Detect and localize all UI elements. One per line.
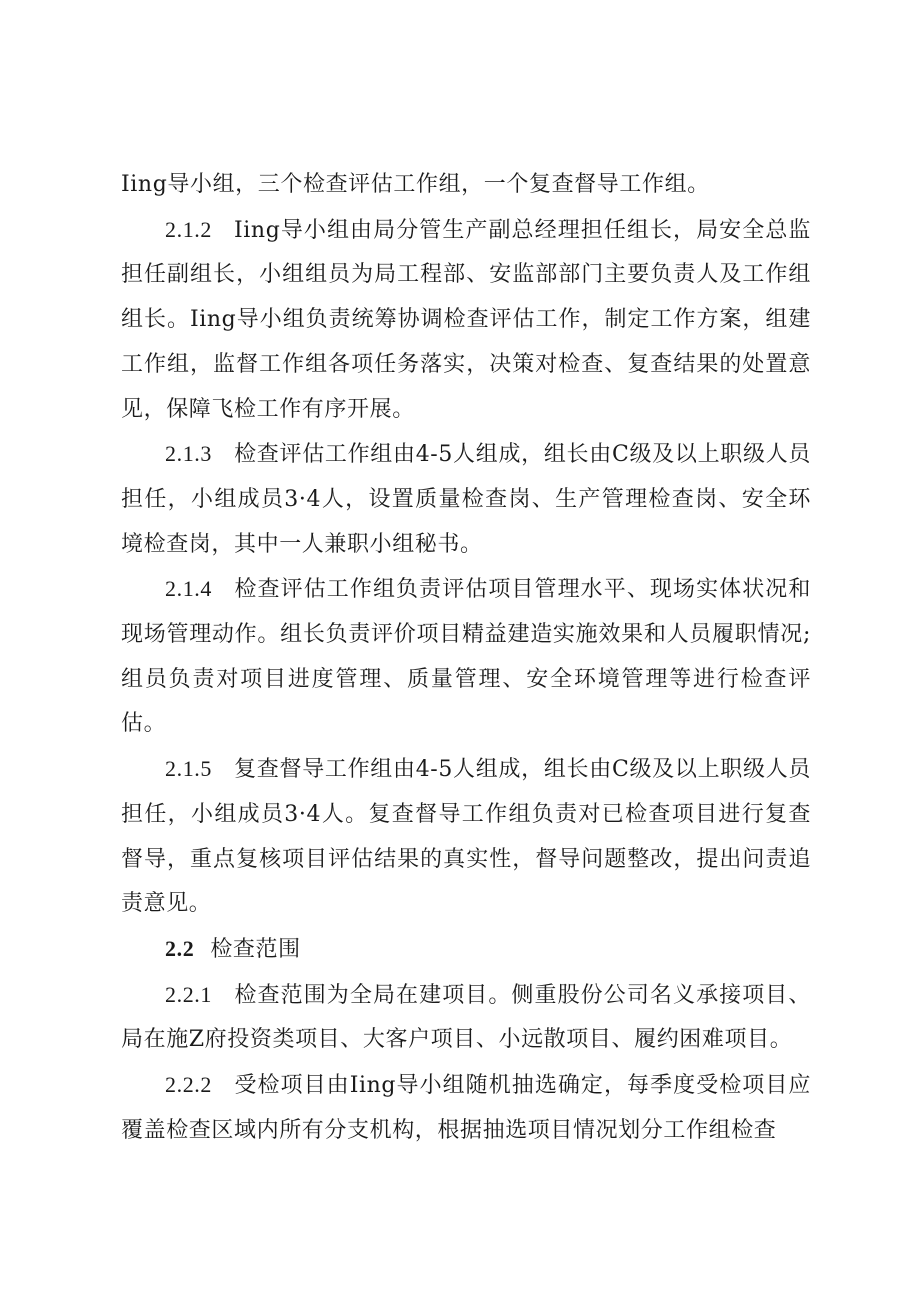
section-number: 2.1.5 [165,756,212,782]
paragraph-2-2-1 [121,973,811,1063]
section-number: 2.1.4 [165,576,212,602]
paragraph-continuation [121,163,811,208]
paragraph-2-2-2 [121,1063,811,1153]
section-title: 检查范围 [210,936,301,962]
paragraph-2-1-4 [121,567,811,747]
paragraph-text: 检查评估工作组由4-5人组成，组长由C级及以上职级人员担任，小组成员3·4人，设置质量检查岗、生产管理检查岗、安全环境检查岗，其中一人兼职小组秘书。 [121,442,811,557]
section-heading-2-2 [121,927,811,973]
section-number: 2.1.3 [165,441,212,467]
paragraph-text: Iing导小组由局分管生产副总经理担任组长，局安全总监担任副组长，小组组员为局工程部、安监部部门主要负责人及工作组组长。Iing导小组负责统筹协调检查评估工作，制定工作方案，组建工作组，监督工作组各项任务落实，决策对检查、复查结果的处置意见，保障飞检工作有序开展。 [121,217,811,422]
paragraph-text: 检查范围为全局在建项目。侧重股份公司名义承接项目、局在施Z府投资类项目、大客户项目、小远散项目、履约困难项目。 [121,982,811,1053]
paragraph-text: 复查督导工作组由4-5人组成，组长由C级及以上职级人员担任，小组成员3·4人。复查督导工作组负责对已检查项目进行复查督导，重点复核项目评估结果的真实性，督导问题整改，提出问责追责意见。 [121,757,811,917]
document-body [121,163,811,1153]
section-number: 2.1.2 [165,216,212,242]
paragraph-2-1-5 [121,747,811,927]
paragraph-text: Iing导小组，三个检查评估工作组，一个复查督导工作组。 [121,172,710,197]
section-number: 2.2.2 [165,1072,212,1098]
paragraph-text: 受检项目由Iing导小组随机抽选确定，每季度受检项目应覆盖检查区域内所有分支机构，根据抽选项目情况划分工作组检查 [121,1073,811,1143]
paragraph-2-1-2 [121,208,811,433]
section-number: 2.2 [165,935,195,961]
section-number: 2.2.1 [165,981,212,1007]
paragraph-2-1-3 [121,432,811,567]
paragraph-text: 检查评估工作组负责评估项目管理水平、现场实体状况和现场管理动作。组长负责评价项目精益建造实施效果和人员履职情况;组员负责对项目进度管理、质量管理、安全环境管理等进行检查评估。 [121,577,811,737]
